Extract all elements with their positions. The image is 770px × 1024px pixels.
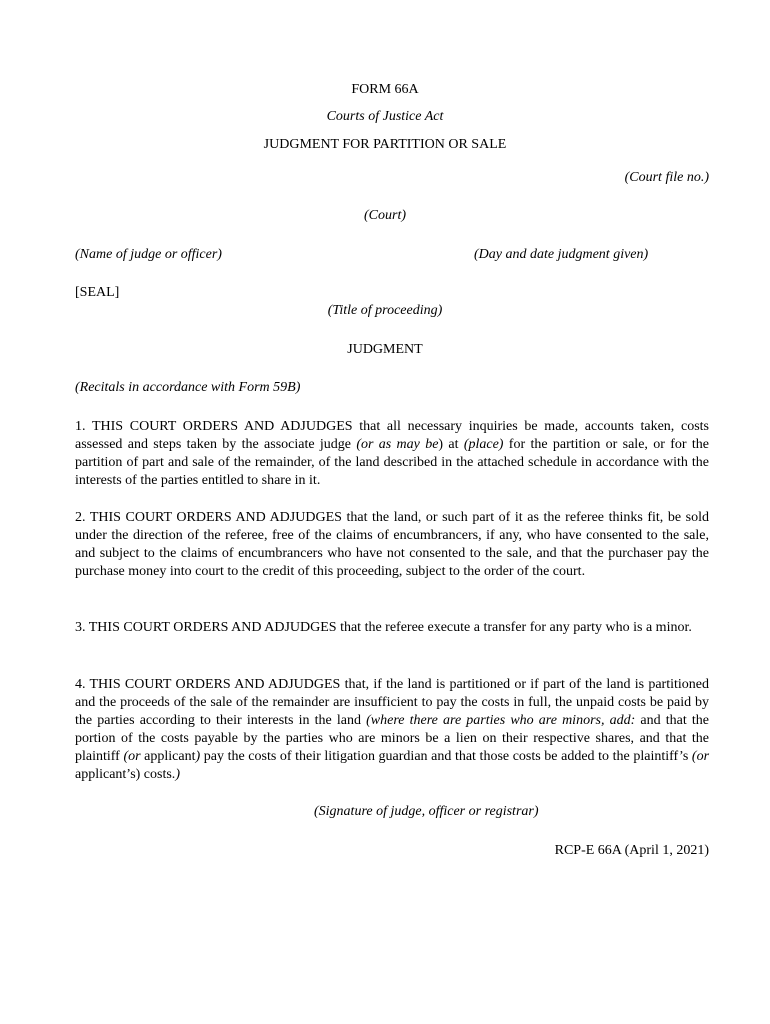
title-of-proceeding-placeholder: (Title of proceeding) [327,303,443,318]
judge-name-placeholder: (Name of judge or officer) [75,247,222,262]
form-title: JUDGMENT FOR PARTITION OR SALE [263,137,507,152]
paragraph-1: 1. THIS COURT ORDERS AND ADJUDGES that all necessary inquiries be made, accounts taken, costs assessed and steps taken by the associate judge (or as may be) at (place) for the partition or sale, or for the partition of part and sale of the remainder, of the land described in the attached schedule in accordance with the interests of the parties entitled to share in it. [75,419,709,488]
recitals-note: (Recitals in accordance with Form 59B) [75,380,301,395]
judgment-date-placeholder: (Day and date judgment given) [474,247,649,262]
seal-placeholder: [SEAL] [75,285,120,300]
signature-line: (Signature of judge, officer or registrar) [314,804,539,819]
paragraph-2: 2. THIS COURT ORDERS AND ADJUDGES that the land, or such part of it as the referee thinks fit, be sold under the direction of the referee, free of the claims of encumbrancers, if any, who have consented to the sale, and subject to the claims of encumbrancers who have not consented to the sale, and that the purchaser pay the purchase money into court to the credit of this proceeding, subject to the order of the court. [75,510,709,579]
paragraph-3: 3. THIS COURT ORDERS AND ADJUDGES that the referee execute a transfer for any party who is a minor. [75,620,692,635]
court-file-number-placeholder: (Court file no.) [624,170,709,185]
judgment-heading: JUDGMENT [347,342,423,357]
form-number: FORM 66A [351,82,419,97]
court-placeholder: (Court) [364,208,406,223]
paragraph-4: 4. THIS COURT ORDERS AND ADJUDGES that, if the land is partitioned or if part of the land is partitioned and the proceeds of the sale of the remainder are insufficient to pay the costs in full, the unpaid costs be paid by the parties according to their interests in the land (where there are parties who are minors, add: and that the portion of the costs payable by the parties who are minors be a lien on their respective shares, and that the plaintiff (or applicant) pay the costs of their litigation guardian and that those costs be added to the plaintiff’s (or applicant’s) costs.) [75,677,710,782]
form-reference-footer: RCP-E 66A (April 1, 2021) [554,843,709,858]
act-name: Courts of Justice Act [326,109,444,124]
